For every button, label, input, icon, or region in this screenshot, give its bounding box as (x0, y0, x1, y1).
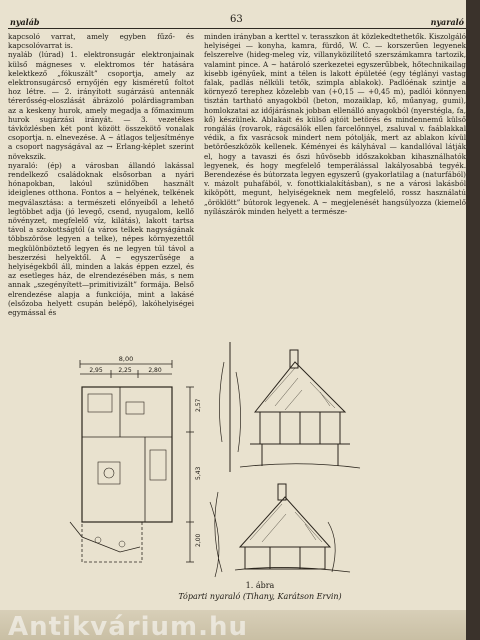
paragraph: minden irányban a kerttel v. terasszkon át közlekedtethetők. Kiszolgáló helyiségei — konyha, kamra, fürdő, W. C. — korszerűen legyenek felszerelve (hideg-meleg víz, villanyközilítető szerszámkamra tartozik, valamint pince. A ~ határoló szerkezetei egyszerűbbek, hőtechnikailag kisebb igényűek, mint a télen is lakott épületéé (egy téglányi vastag falak, padlás nélküli tetők, szimpla ablakok). Padlóénak szintje a környező terephez közelebb van (+0,15 — +0,45 m), padlói könnyen tisztán tartható anyagokból (beton, mozaiklap, kő, műanyag, gumi), homlokzatai az időjárásnak jobban ellenálló anyagokból (nyerstégla, fa, kő) készülnek. Ablakait és külső ajtóit betörés és mindennemű külső rongálás (rovarok, rágcsálók ellen farcelőnnyel, zsaluval v. faáblakkal védik, a fix vasrácsok mindert nem pótolják, mert az ablakon kívül betörőeszközök kellenek. Kéményei és kályhával — kandallóval látják el, hogy a tavaszi és őszi hűvösebb időszakokban kihasználhatók legyenek, és hogy megfelelő temperálással lakályosabbá tegyék. Berendezése és bútorzata legyen egyszerű (gyakorlatilag a (naturfából) v. mázolt puhafából, v. fonottkialakításban), s ne a városi lakásból kiköpött, megunt, helyiségeknek nem megfelelő, rossz használatú „öröklött” bútorok legyenek. A ~ megjelenését hangsúlyozza (kiemelő nyílászárók minden helyett a természe- (204, 32, 466, 216)
dimension-label: 2,95 (89, 367, 103, 374)
page-header (8, 14, 466, 29)
page-number: 63 (230, 14, 243, 25)
caption-number: 1. ábra (245, 581, 275, 590)
house-plan-figure (10, 342, 370, 602)
dimension-label: 2,00 (195, 533, 202, 547)
paragraph: nyaraló: (ép) a városban állandó lakással rendelkező családoknak elsősorban a nyári hónapokban, lakóul szünidőben használt ideiglenes otthona. Fontos a ~ helyének, telkének megválasztása: a természeti előnyeiből a lehető legtöbbet adja (jó levegő, csend, nyugalom, kellő növényzet, megfelelő víz, kilátás), lakott tartsa távol a szokottságtól (a város telkek nagyságának többszöröse legyen a telke), népes környezettől megkülönböztető legyen és ne legyen túl távol a beszerzési helyektől. A ~ egyszerűsége a helyiségekből áll, minden a lakás éppen ezzel, és az esetleges ház, de elrendezésében más, s nem annak „szegényített—primitivizált” formája. Belső elrendezése alapja a funkciója, mint a lakásé (elsőzoba helyett csupán belépő), lakóhelyiségei egymással és (8, 160, 194, 318)
dimension-label: 2,57 (195, 398, 202, 412)
figure-caption (150, 580, 370, 602)
left-column (8, 32, 194, 317)
paragraph: nyaláb (lúrad) 1. elektronsugár elektronjainak külső mágneses v. elektromos tér hatására kelektkező „fókuszált” csoportja, amely az elektronsugárcső ernyőjén egy kisméretű foltot hoz létre. — 2. irányított sugárzású antennák térerősség-eloszlását ábrázoló polárdiagramban az a keskeny hurok, amely megadja a főmaximum hurok sugárzási irányát. — 3. vezetékes távközlésben két pont között összekötő vonalak csoportja. n. elnevezése. A ~ átlagos teljesítménye a csoport nagyságával az → Erlang-képlet szerint növekszik. (8, 50, 194, 161)
paragraph: kapcsoló varrat, amely egyben fűző- és kapcsolóvarrat is. (8, 32, 194, 51)
right-column (204, 32, 466, 216)
header-right-keyword: nyaraló (430, 17, 464, 27)
dimension-label: 2,80 (148, 367, 162, 374)
dimension-total: 8,00 (118, 355, 134, 363)
book-edge (466, 0, 480, 640)
dimension-label: 2,25 (118, 367, 132, 374)
house-elevation-upper (219, 342, 360, 472)
dimension-label: 5,43 (195, 466, 202, 480)
house-elevation-lower (210, 484, 350, 577)
caption-title: Tóparti nyaraló (Tihany, Karátson Ervin) (178, 592, 342, 601)
floor-plan (70, 387, 172, 562)
watermark: Antikvárium.hu (8, 612, 248, 640)
header-left-keyword: nyaláb (10, 17, 40, 27)
